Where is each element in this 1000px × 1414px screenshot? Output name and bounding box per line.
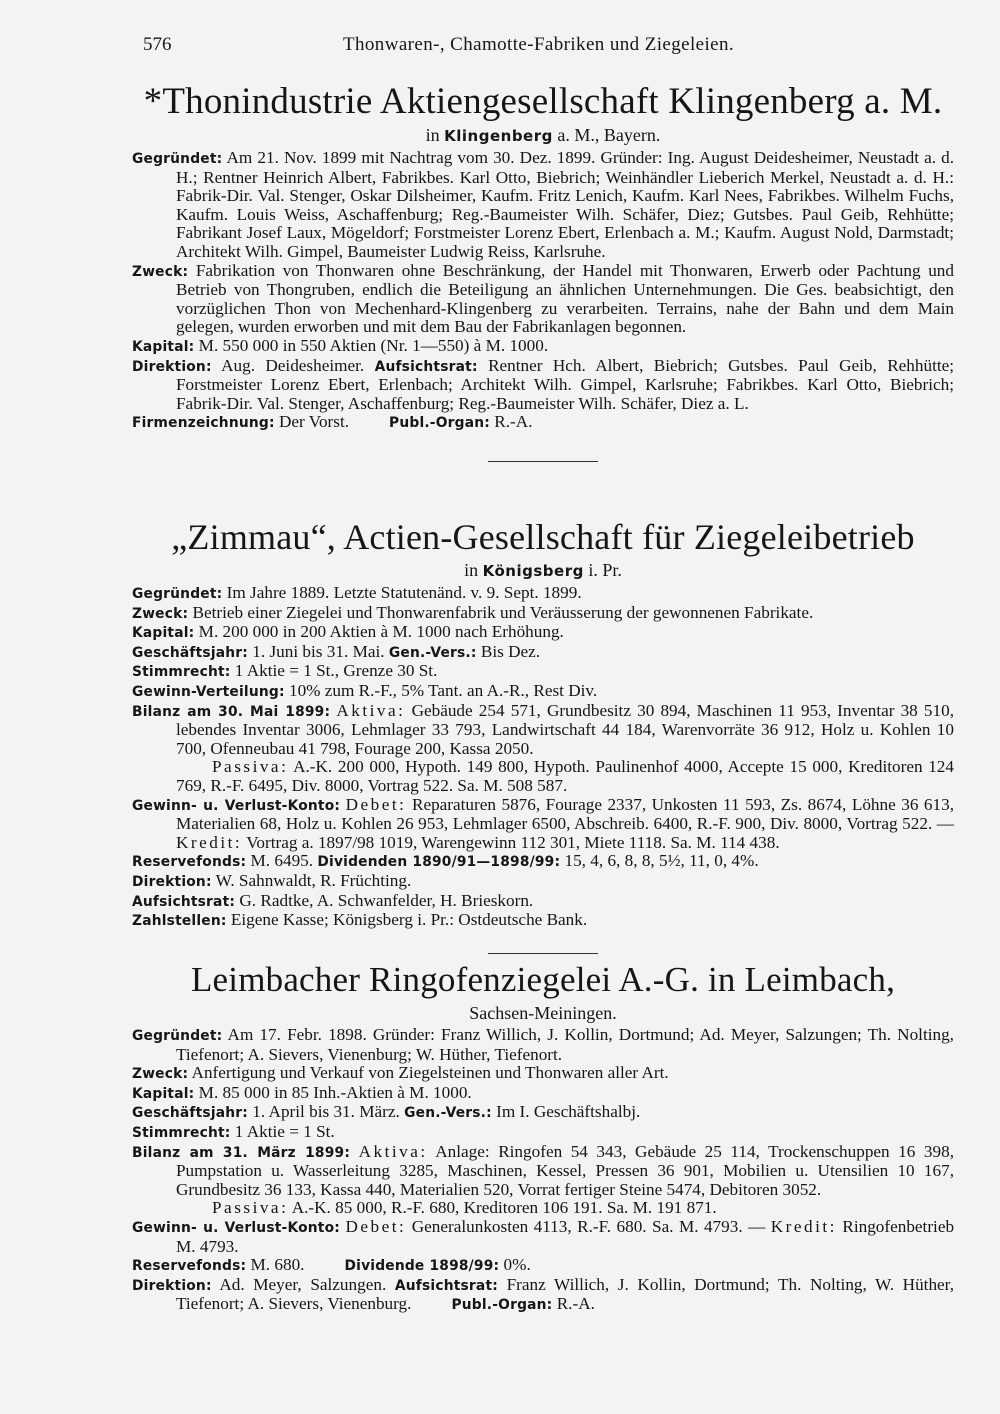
debet-text: Reparaturen 5876, Fourage 2337, Unkosten 11 593, Zs. 8674, Löhne 36 613, Materialien 68, Holz u. Kohlen 26 953, Lehmlager 6500, Abschreib. 6400, R.-F. 900, Div. 8000, Vortrag 522. — xyxy=(176,794,955,834)
location-name: Klingenberg xyxy=(444,127,553,145)
company-title: Leimbacher Ringofenziegelei A.-G. in Leimbach, xyxy=(190,960,896,999)
location-name: Königsberg xyxy=(482,562,584,580)
reservefonds-text: M. 680. xyxy=(250,1255,305,1275)
dividenden-label: Dividenden 1890/91—1898/99: xyxy=(317,854,561,871)
aktiva-label: Aktiva: xyxy=(336,700,406,720)
reservefonds-entry xyxy=(132,1256,954,1276)
publ-text: R.-A. xyxy=(494,412,533,432)
genvers-text: Im I. Geschäftshalbj. xyxy=(496,1102,641,1122)
kapital-entry xyxy=(132,623,954,643)
bilanz-passiva-entry xyxy=(132,758,954,795)
section-divider xyxy=(488,953,598,954)
gegruendet-entry xyxy=(132,149,954,262)
bilanz-passiva-entry xyxy=(132,1199,954,1218)
kapital-entry xyxy=(132,1084,954,1104)
company-entry-zimmau xyxy=(132,515,954,954)
kredit-text: Vortrag a. 1897/98 1019, Warengewinn 112 301, Miete 1118. Sa. M. 114 438. xyxy=(246,832,780,852)
kredit-text: Ringofenbetrieb M. 4793. xyxy=(176,1216,955,1256)
kapital-label: Kapital: xyxy=(132,338,195,355)
guv-label: Gewinn- u. Verlust-Konto: xyxy=(132,1219,340,1236)
gewinnverteilung-label: Gewinn-Verteilung: xyxy=(132,683,285,700)
direktion-entry xyxy=(132,1276,954,1315)
kredit-label: Kredit: xyxy=(176,832,243,852)
publ-text: R.-A. xyxy=(556,1294,595,1314)
reservefonds-label: Reservefonds: xyxy=(132,854,247,871)
aktiva-text: Anlage: Ringofen 54 343, Gebäude 25 114, Trockenschuppen 16 398, Pumpstation u. Wasserleitung 3285, Maschinen, Kessel, Pressen 36 901, Mobilien u. Utensilien 10 167, Grundbesitz 36 133, Kassa 440, Materialien 520, Vorrat fertiger Steine 5474, Debitoren 3052. xyxy=(176,1141,954,1199)
passiva-text: A.-K. 85 000, R.-F. 680, Kreditoren 106 191. Sa. M. 191 871. xyxy=(291,1198,717,1218)
bilanz-label: Bilanz am 30. Mai 1899: xyxy=(132,703,331,720)
company-entry-leimbacher xyxy=(132,958,954,1315)
gegruendet-label: Gegründet: xyxy=(132,586,223,602)
kapital-label: Kapital: xyxy=(132,1085,195,1102)
direktion-text: Aug. Deidesheimer. xyxy=(221,355,365,375)
company-location xyxy=(132,559,954,582)
gegruendet-text: Am 17. Febr. 1898. Gründer: Franz Willich, J. Kollin, Dortmund; Ad. Meyer, Salzungen; Th. Nolting, Tiefenort; A. Sievers, Vienenburg; W. Hüther, Tiefenort. xyxy=(176,1025,954,1064)
direktion-text: Ad. Meyer, Salzungen. xyxy=(219,1274,387,1294)
company-location xyxy=(132,124,954,147)
location-suffix: a. M., Bayern. xyxy=(557,125,661,145)
zweck-label: Zweck: xyxy=(132,263,189,280)
zweck-entry xyxy=(132,262,954,337)
gewinnverteilung-entry xyxy=(132,682,954,702)
passiva-text: A.-K. 200 000, Hypoth. 149 800, Hypoth. Paulinenhof 4000, Accepte 15 000, Kreditoren 124 769, R.-F. 6495, Div. 8000, Vortrag 522. Sa. M. 508 587. xyxy=(176,757,954,795)
geschaeftsjahr-entry xyxy=(132,643,954,663)
stimmrecht-entry xyxy=(132,662,954,682)
firmenzeichnung-entry xyxy=(132,413,954,433)
geschaeftsjahr-entry xyxy=(132,1103,954,1123)
aufsichtsrat-entry xyxy=(132,892,954,912)
zweck-text: Betrieb einer Ziegelei und Thonwarenfabrik und Veräusserung der gewonnenen Fabrikate. xyxy=(192,602,814,622)
firmenzeichnung-label: Firmenzeichnung: xyxy=(132,415,275,432)
direktion-entry xyxy=(132,872,954,892)
passiva-label: Passiva: xyxy=(212,1198,289,1218)
genvers-label: Gen.-Vers.: xyxy=(404,1105,492,1122)
reservefonds-entry xyxy=(132,852,954,872)
kapital-text: M. 200 000 in 200 Aktien à M. 1000 nach Erhöhung. xyxy=(198,622,564,642)
direktion-text: W. Sahnwaldt, R. Früchting. xyxy=(215,870,412,890)
gegruendet-entry xyxy=(132,1026,954,1064)
guv-label: Gewinn- u. Verlust-Konto: xyxy=(132,797,341,814)
geschaeftsjahr-text: 1. April bis 31. März. xyxy=(252,1102,400,1122)
dividenden-text: 15, 4, 6, 8, 8, 5½, 11, 0, 4%. xyxy=(564,851,759,871)
kapital-text: M. 550 000 in 550 Aktien (Nr. 1—550) à M. 1000. xyxy=(198,335,549,355)
direktion-label: Direktion: xyxy=(132,873,212,890)
aufsichtsrat-text: G. Radtke, A. Schwanfelder, H. Brieskorn. xyxy=(239,890,534,910)
location-suffix: i. Pr. xyxy=(588,560,622,580)
aufsichtsrat-text: Franz Willich, J. Kollin, Dortmund; Th. Nolting, W. Hüther, Tiefenort; A. Sievers, Vienenburg. xyxy=(176,1274,955,1314)
dividende-text: 0%. xyxy=(503,1255,531,1275)
debet-label: Debet: xyxy=(345,794,407,814)
location-prefix: in xyxy=(425,125,440,145)
gegruendet-entry xyxy=(132,584,954,604)
dividende-label: Dividende 1898/99: xyxy=(344,1258,500,1275)
gegruendet-text: Am 21. Nov. 1899 mit Nachtrag vom 30. Dez. 1899. Gründer: Ing. August Deidesheimer, Neustadt a. d. H.; Rentner Heinrich Albert, Fabrikbes. Karl Otto, Biebrich; Weinhändler Lieberich Merkel, Neustadt a. d. H.: Fabrik-Dir. Val. Stenger, Oskar Dilsheimer, Kaufm. Fritz Lenich, Kaufm. Karl Nees, Fabrikbes. Wilhelm Fuchs, Kaufm. Louis Weiss, Aschaffenburg; Reg.-Baumeister Wilh. Schäfer, Diez; Gutsbes. Paul Geib, Rehhütte; Fabrikant Josef Laux, Mögeldorf; Forstmeister Lorenz Ebert, Erlenbach a. M.; Kaufm. August Nold, Darmstadt; Architekt Wilh. Gimpel, Baumeister Ludwig Reiss, Karlsruhe. xyxy=(176,148,954,261)
zweck-text: Fabrikation von Thonwaren ohne Beschränkung, der Handel mit Thonwaren, Erwerb oder Pachtung und Betrieb von Thongruben, endlich die Beteiligung an ähnlichen Unternehmungen. Die Ges. beabsichtigt, den vorzüglichen Thon von Mechenhard-Klingenberg zu verarbeiten. Terrains, nahe der Bahn und dem Main gelegen, wurden erworben und mit dem Bau der Fabrikanlagen begonnen. xyxy=(176,260,954,337)
stimmrecht-label: Stimmrecht: xyxy=(132,1124,231,1141)
page-number: 576 xyxy=(143,34,172,55)
gegruendet-label: Gegründet: xyxy=(132,1028,223,1044)
genvers-label: Gen.-Vers.: xyxy=(388,644,477,661)
location-prefix: in xyxy=(464,560,479,580)
zweck-label: Zweck: xyxy=(132,1066,189,1083)
genvers-text: Bis Dez. xyxy=(480,641,541,661)
firmenzeichnung-text: Der Vorst. xyxy=(279,412,350,432)
gegruendet-text: Im Jahre 1889. Letzte Statutenänd. v. 9. Sept. 1899. xyxy=(226,583,582,602)
zweck-entry xyxy=(132,1064,954,1084)
aufsichtsrat-text: Rentner Hch. Albert, Biebrich; Gutsbes. Paul Geib, Rehhütte; Forstmeister Lorenz Ebert, Erlenbach; Architekt Wilh. Gimpel, Karlsruhe; Fabrikbes. Karl Otto, Biebrich; Fabrik-Dir. Val. Stenger, Aschaffenburg; Reg.-Baumeister Wilh. Schäfer, Diez a. L. xyxy=(176,355,955,413)
direktion-label: Direktion: xyxy=(132,358,212,375)
direktion-label: Direktion: xyxy=(132,1277,212,1294)
gegruendet-label: Gegründet: xyxy=(132,151,223,167)
zweck-entry xyxy=(132,604,954,624)
zahlstellen-text: Eigene Kasse; Königsberg i. Pr.: Ostdeutsche Bank. xyxy=(230,910,588,930)
aufsichtsrat-label: Aufsichtsrat: xyxy=(394,1277,498,1294)
stimmrecht-entry xyxy=(132,1123,954,1143)
running-title: Thonwaren-, Chamotte-Fabriken und Ziegeleien. xyxy=(343,34,735,55)
kredit-label: Kredit: xyxy=(770,1216,837,1236)
company-subtitle: Sachsen-Meiningen. xyxy=(469,1003,617,1023)
stimmrecht-text: 1 Aktie = 1 St. xyxy=(234,1121,335,1141)
zahlstellen-label: Zahlstellen: xyxy=(132,913,227,930)
aktiva-label: Aktiva: xyxy=(358,1141,428,1161)
aufsichtsrat-label: Aufsichtsrat: xyxy=(374,358,478,375)
reservefonds-label: Reservefonds: xyxy=(132,1258,247,1275)
section-divider xyxy=(488,461,598,462)
guv-entry xyxy=(132,1218,954,1256)
company-title: *Thonindustrie Aktiengesellschaft Klingenberg a. M. xyxy=(143,81,943,122)
geschaeftsjahr-label: Geschäftsjahr: xyxy=(132,1105,248,1122)
company-entry-thonindustrie-klingenberg xyxy=(132,80,954,462)
kapital-entry xyxy=(132,337,954,357)
gewinnverteilung-text: 10% zum R.-F., 5% Tant. an A.-R., Rest Div. xyxy=(288,680,598,700)
kapital-label: Kapital: xyxy=(132,625,195,642)
company-title: „Zimmau“, Actien-Gesellschaft für Ziegeleibetrieb xyxy=(171,517,915,557)
debet-label: Debet: xyxy=(345,1216,407,1236)
stimmrecht-text: 1 Aktie = 1 St., Grenze 30 St. xyxy=(234,661,438,681)
publ-label: Publ.-Organ: xyxy=(389,415,490,432)
bilanz-aktiva-entry xyxy=(132,1143,954,1200)
publ-label: Publ.-Organ: xyxy=(451,1297,553,1314)
passiva-label: Passiva: xyxy=(212,757,289,777)
kapital-text: M. 85 000 in 85 Inh.-Aktien à M. 1000. xyxy=(198,1082,472,1102)
aktiva-text: Gebäude 254 571, Grundbesitz 30 894, Maschinen 11 953, Inventar 38 510, lebendes Inventar 3006, Lehmlager 33 793, Landwirtschaft 44 184, Warenvorräte 36 912, Holz u. Kohlen 10 700, Ofenneubau 41 798, Fourage 200, Kassa 2050. xyxy=(176,700,955,758)
geschaeftsjahr-label: Geschäftsjahr: xyxy=(132,644,248,661)
aufsichtsrat-label: Aufsichtsrat: xyxy=(132,893,236,910)
direktion-entry xyxy=(132,357,954,414)
bilanz-aktiva-entry xyxy=(132,702,954,759)
zweck-text: Anfertigung und Verkauf von Ziegelsteinen und Thonwaren aller Art. xyxy=(191,1063,669,1083)
reservefonds-text: M. 6495. xyxy=(250,851,314,871)
running-head xyxy=(143,30,943,60)
zahlstellen-entry xyxy=(132,911,954,931)
bilanz-label: Bilanz am 31. März 1899: xyxy=(132,1144,351,1161)
zweck-label: Zweck: xyxy=(132,605,189,622)
debet-text: Generalunkosten 4113, R.-F. 680. Sa. M. 4793. — xyxy=(411,1216,766,1236)
guv-entry xyxy=(132,796,954,853)
stimmrecht-label: Stimmrecht: xyxy=(132,664,231,681)
geschaeftsjahr-text: 1. Juni bis 31. Mai. xyxy=(252,641,385,661)
